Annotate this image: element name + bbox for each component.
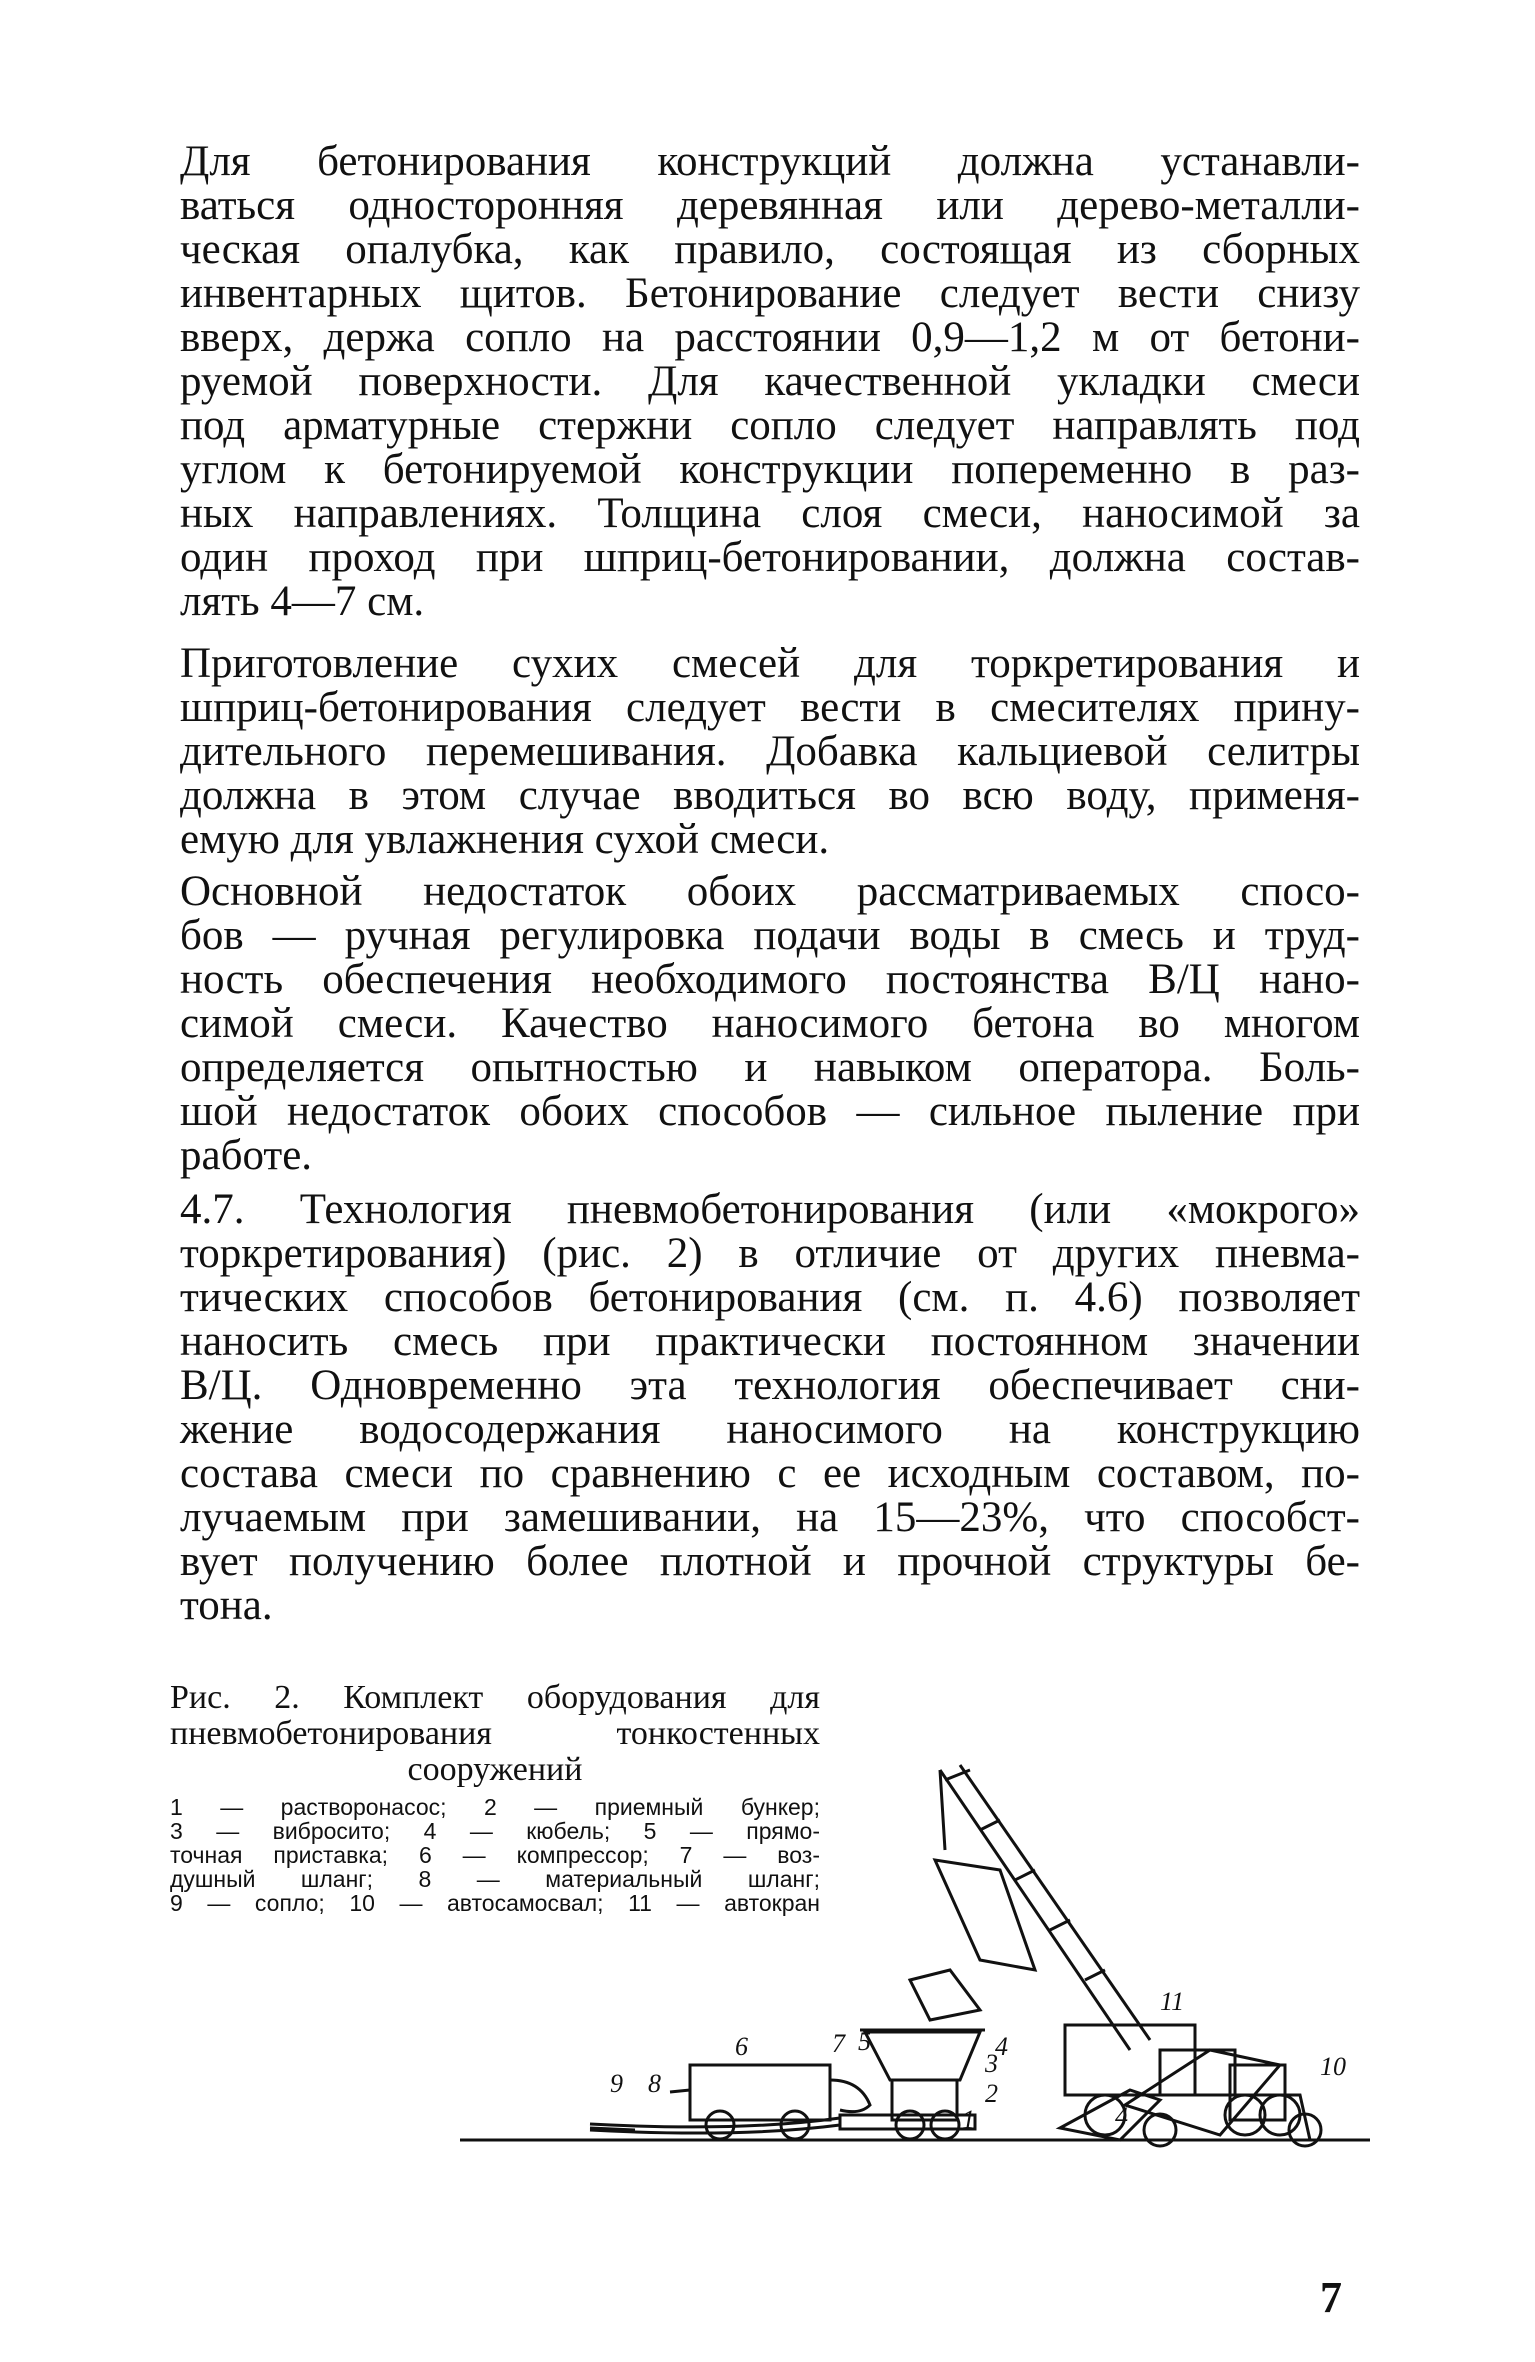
label-8: 8 [648,2069,661,2098]
text-line: тических способов бетонирования (см. п. 4.6) позволяет [180,1274,1360,1321]
text-line: лять 4—7 см. [180,578,425,625]
caption-line: сооружений [407,1751,583,1788]
text-line: дительного перемешивания. Добавка кальциевой селитры [180,728,1360,775]
text-line: работе. [180,1132,313,1179]
text-line: определяется опытностью и навыком оператора. Боль- [180,1044,1360,1091]
text-line: ность обеспечения необходимого постоянства В/Ц нано- [180,956,1360,1003]
text-line: инвентарных щитов. Бетонирование следует вести снизу [180,270,1360,317]
text-line: под арматурные стержни сопло следует направлять под [180,402,1360,449]
label-2: 2 [985,2079,998,2108]
label-4: 4 [1115,2102,1128,2131]
text-line: руемой поверхности. Для качественной укладки смеси [180,358,1360,405]
text-line: состава смеси по сравнению с ее исходным составом, по- [180,1450,1360,1497]
legend-line: 1 — растворонасос; 2 — приемный бункер; [170,1794,820,1820]
text-line: Для бетонирования конструкций должна устанавли- [180,138,1360,185]
label-4: 4 [995,2032,1008,2061]
text-line: углом к бетонируемой конструкции попеременно в раз- [180,446,1360,493]
label-9: 9 [610,2069,623,2098]
label-11: 11 [1160,1987,1185,2016]
air-hose [830,2080,870,2112]
text-line: В/Ц. Одновременно эта технология обеспечивает сни- [180,1362,1360,1409]
text-line: шой недостаток обоих способов — сильное пыление при [180,1088,1360,1135]
text-line: торкретирования) (рис. 2) в отличие от других пневма- [180,1230,1360,1277]
text-line: емую для увлажнения сухой смеси. [180,816,830,863]
text-line: один проход при шприц-бетонировании, должна состав- [180,534,1360,581]
label-5: 5 [858,2027,871,2056]
paragraph-section-4-7 [180,1188,1360,1628]
text-line: Основной недостаток обоих рассматриваемых спосо- [180,868,1360,915]
text-line: ных направлениях. Толщина слоя смеси, наносимой за [180,490,1360,537]
caption-line: Рис. 2. Комплект оборудования для [170,1679,820,1716]
paragraph-drawbacks [180,870,1360,1178]
page-number: 7 [1320,2273,1342,2322]
text-line: бов — ручная регулировка подачи воды в смесь и труд- [180,912,1360,959]
legend-line: 9 — сопло; 10 — автосамосвал; 11 — автокран [170,1890,820,1916]
label-1: 1 [962,2105,975,2134]
label-6: 6 [735,2032,748,2061]
dump-truck [1060,2050,1321,2146]
caption-line: пневмобетонирования тонкостенных [170,1715,820,1752]
nozzle [590,2128,635,2130]
text-line: Приготовление сухих смесей для торкретирования и [180,640,1360,687]
text-line: симой смеси. Качество наносимого бетона во многом [180,1000,1360,1047]
label-7: 7 [832,2029,845,2058]
paragraph-formwork [180,140,1360,624]
text-line: наносить смесь при практически постоянном значении [180,1318,1360,1365]
text-line: ваться односторонняя деревянная или дерево-металли- [180,182,1360,229]
text-line: вует получению более плотной и прочной структуры бе- [180,1538,1360,1585]
legend-line: душный шланг; 8 — материальный шланг; [170,1866,820,1892]
equipment-figure [440,1720,1380,2180]
text-line: вверх, держа сопло на расстоянии 0,9—1,2 м от бетони- [180,314,1360,361]
paragraph-dry-mixes [180,642,1360,862]
text-line: шприц-бетонирования следует вести в смесителях прину- [180,684,1360,731]
text-line: лучаемым при замешивании, на 15—23%, что способст- [180,1494,1360,1541]
label-3: 3 [985,2049,998,2078]
text-line: тона. [180,1582,273,1629]
label-10: 10 [1320,2052,1346,2081]
legend-line: 3 — вибросито; 4 — кюбель; 5 — прямо- [170,1818,820,1844]
text-line: должна в этом случае вводиться во всю воду, применя- [180,772,1360,819]
text-line: жение водосодержания наносимого на конструкцию [180,1406,1360,1453]
text-line: 4.7. Технология пневмобетонирования (или «мокрого» [180,1186,1360,1233]
legend-line: точная приставка; 6 — компрессор; 7 — воз- [170,1842,820,1868]
text-line: ческая опалубка, как правило, состоящая из сборных [180,226,1360,273]
